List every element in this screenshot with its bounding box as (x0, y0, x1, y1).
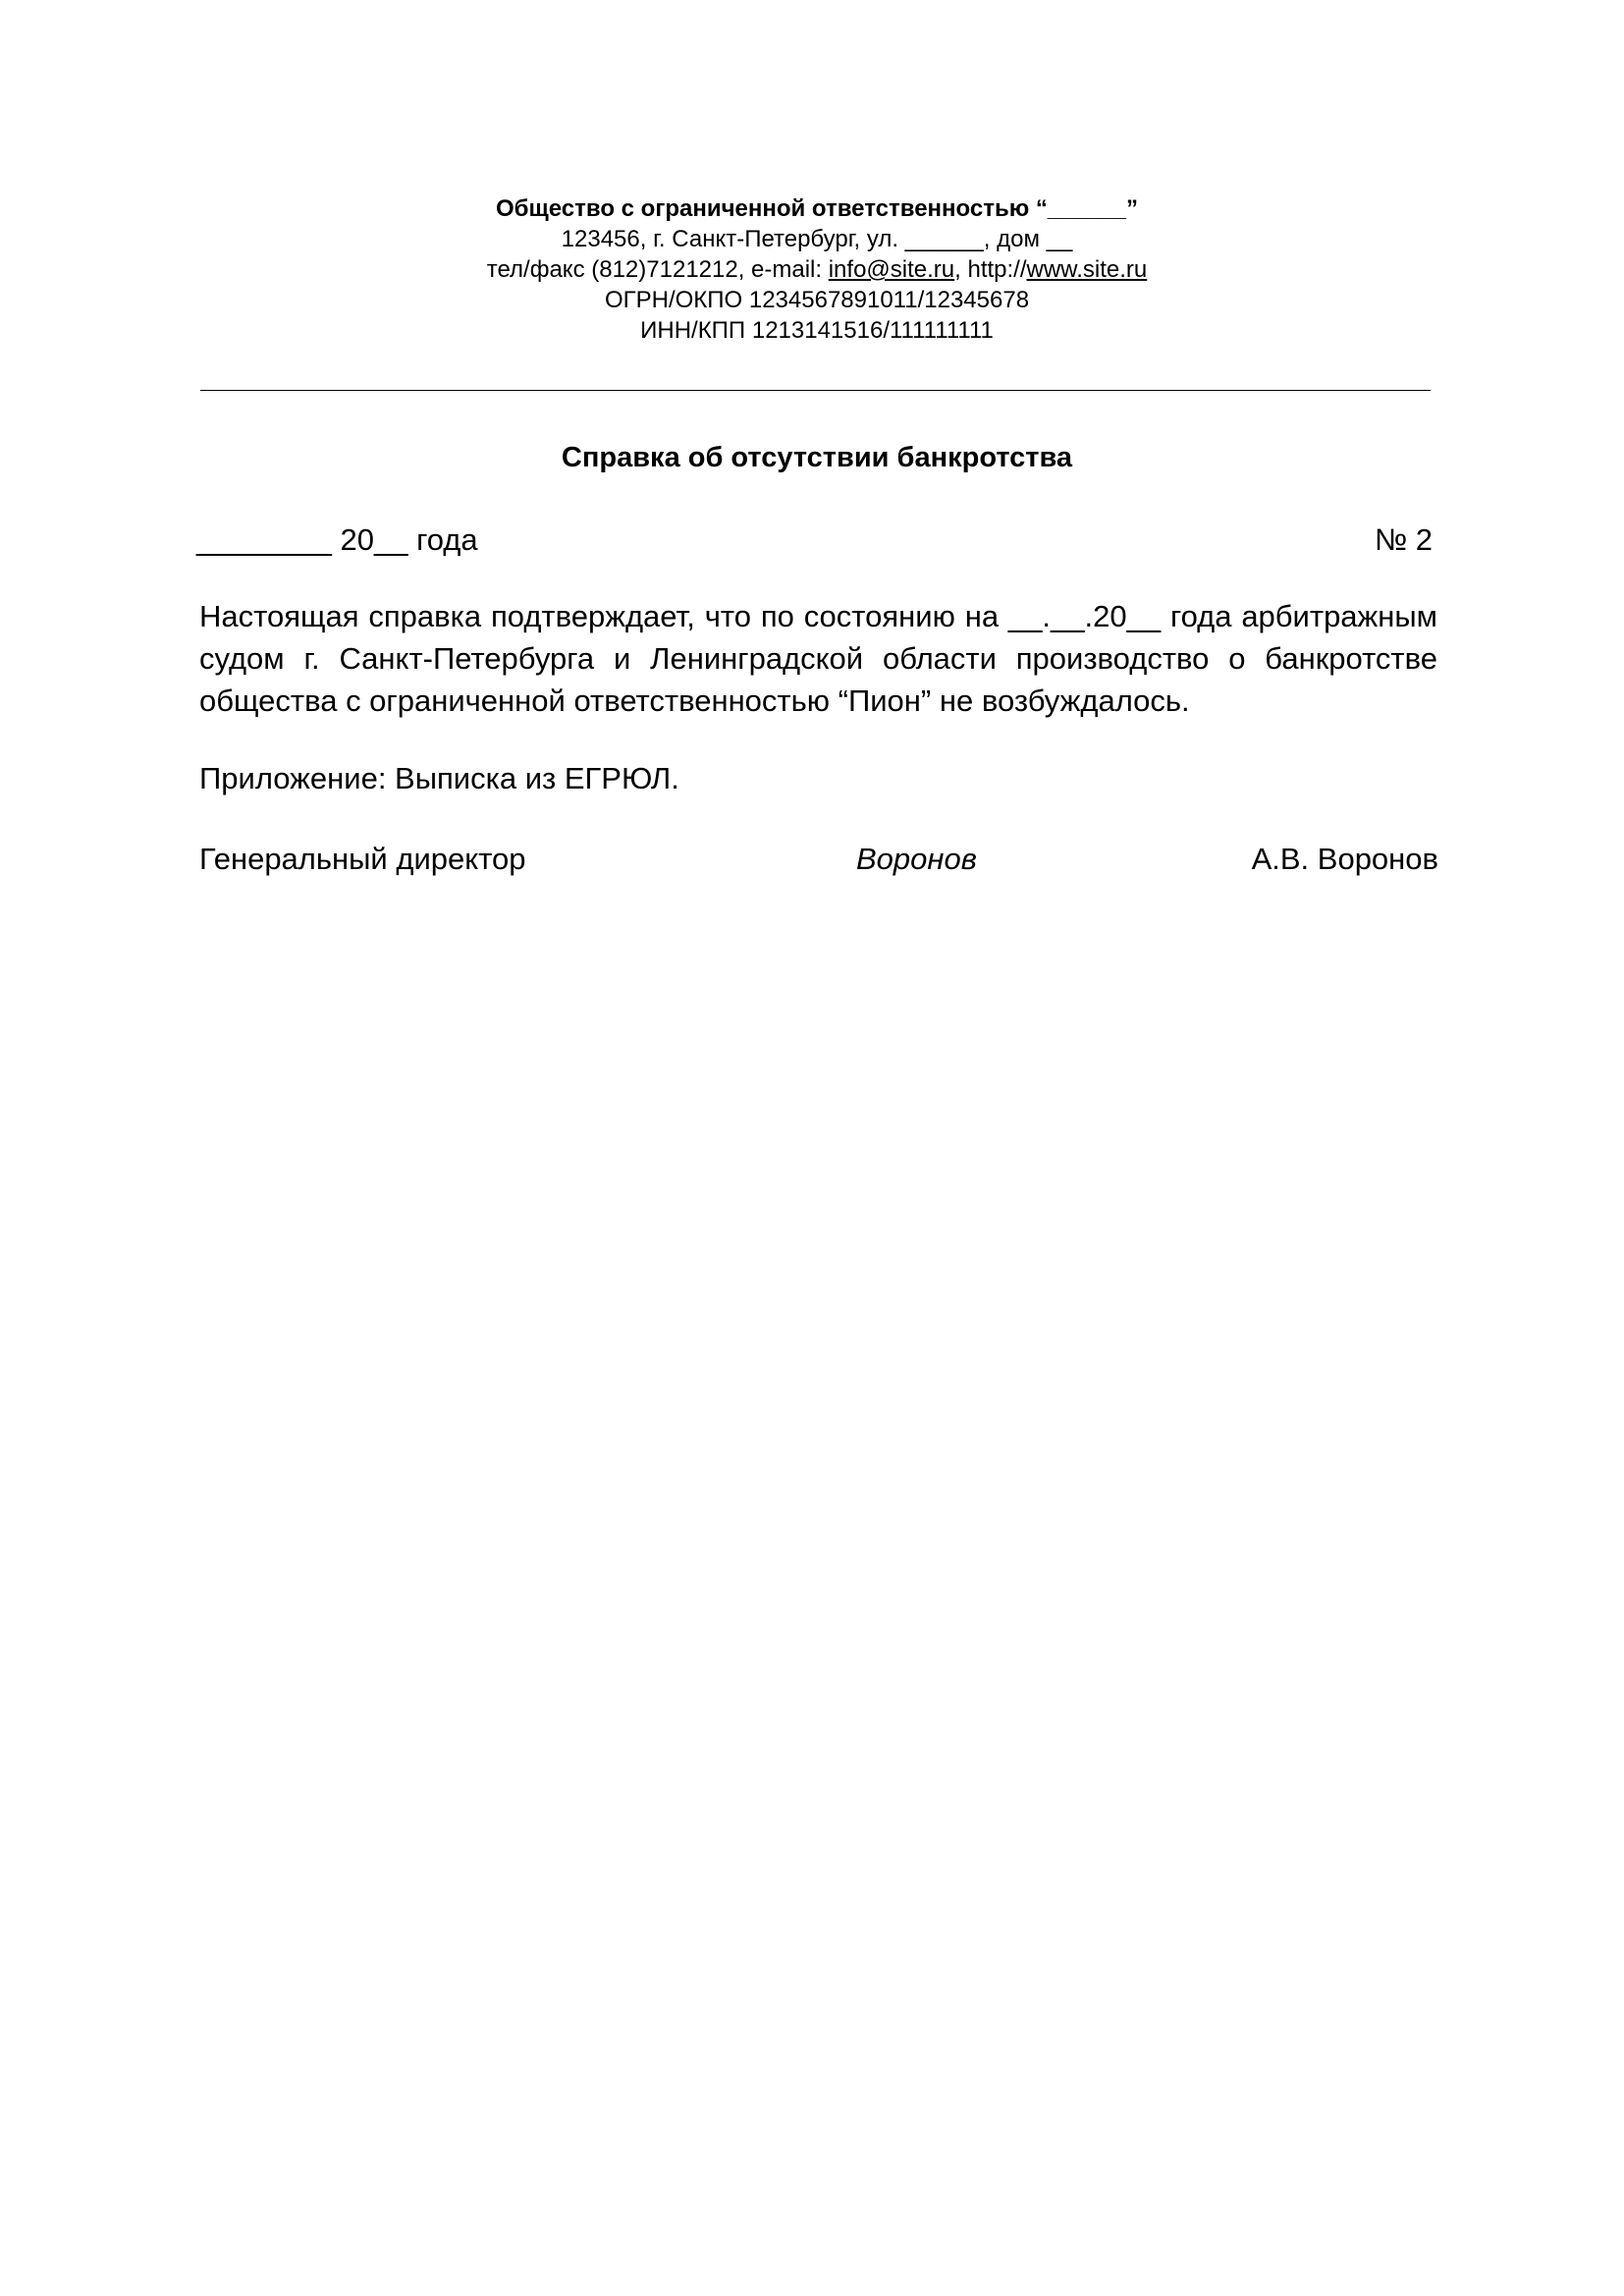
letterhead-divider (200, 390, 1431, 391)
contacts-middle: , http:// (954, 256, 1027, 283)
document-number: № 2 (1374, 522, 1433, 557)
document-title: Справка об отсутствии банкротства (561, 442, 1073, 473)
email-link[interactable]: info@site.ru (828, 256, 955, 283)
date-number-row (196, 520, 1437, 560)
contacts-prefix: тел/факс (812)7121212, e-mail: (486, 256, 829, 283)
website-link[interactable]: www.site.ru (1026, 256, 1148, 283)
signature-row (199, 840, 1438, 879)
document-body: Настоящая справка подтверждает, что по состоянию на __.__.20__ года арбитражным судом г. Санкт-Петербурга и Ленинградской области производство о банкротстве общества с ограниченной ответственностью “Пион” не возбуждалось. (199, 599, 1437, 718)
letterhead (196, 193, 1437, 346)
organization-address: 123456, г. Санкт-Петербург, ул. ______, дом __ (561, 226, 1073, 252)
signer-position: Генеральный директор (199, 842, 526, 876)
signer-name: А.В. Воронов (1251, 842, 1438, 876)
inn-kpp: ИНН/КПП 1213141516/111111111 (640, 317, 994, 344)
document-date: ________ 20__ года (196, 522, 478, 557)
organization-contacts (196, 254, 1437, 285)
document-appendix: Приложение: Выписка из ЕГРЮЛ. (199, 761, 679, 795)
handwritten-signature: Воронов (856, 842, 977, 876)
ogrn-okpo: ОГРН/ОКПО 1234567891011/12345678 (604, 287, 1030, 313)
organization-name: Общество с ограниченной ответственностью “______” (496, 195, 1138, 222)
